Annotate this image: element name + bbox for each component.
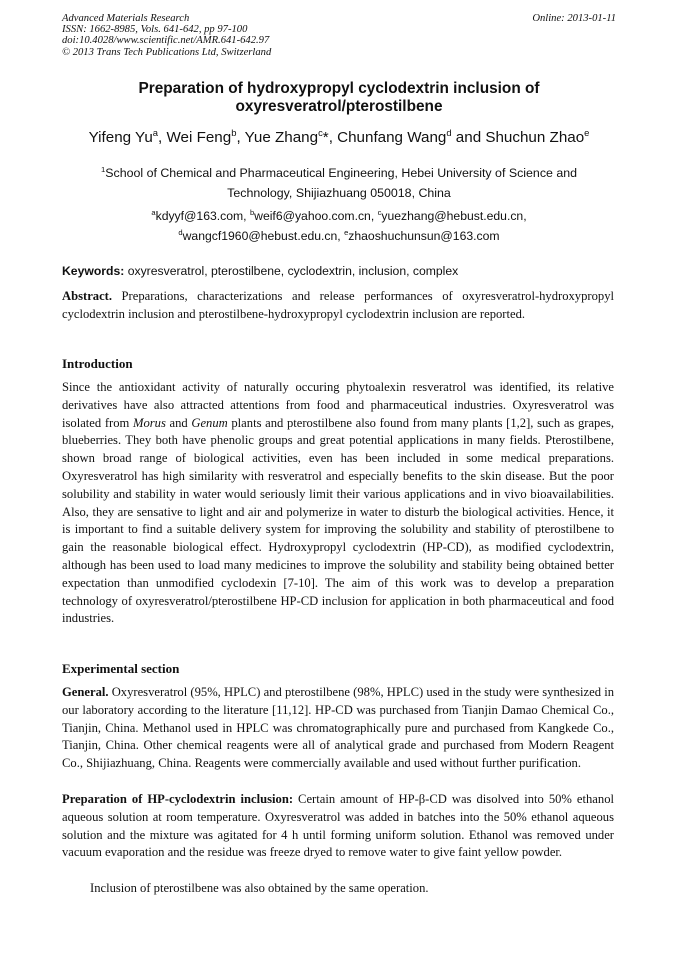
author-emails: $^a$kdyyf@163.com, $^b$weif6@yahoo.com.cn, $^c$yuezhang@hebust.edu.cn, $^d$wangcf1960@hebust.edu.cn, $^e$zhaoshuchunsun@163.com — [151, 207, 527, 243]
author-list — [62, 128, 616, 148]
email-link[interactable]: yuezhang@hebust.edu.cn, — [381, 209, 527, 223]
affiliation-line-1: School of Chemical and Pharmaceutical Engineering, Hebei University of Science and — [105, 166, 578, 180]
keywords-text: oxyresveratrol, pterostilbene, cyclodextrin, inclusion, complex — [124, 264, 459, 278]
author-name: Chunfang Wang — [337, 129, 447, 146]
experimental-general — [62, 684, 614, 773]
doi-line: doi:10.4028/www.scientific.net/AMR.641-642.97 — [62, 35, 270, 47]
abstract — [62, 288, 614, 324]
affiliation-line-2: Technology, Shijiazhuang 050018, China — [227, 185, 451, 200]
email-link[interactable]: wangcf1960@hebust.edu.cn, — [182, 228, 345, 243]
affiliation — [88, 164, 590, 203]
author-name: Shuchun Zhao — [485, 129, 585, 146]
pterostilbene-note: Inclusion of pterostilbene was also obtained by the same operation. — [90, 881, 429, 895]
general-text: Oxyresveratrol (95%, HPLC) and pterostilbene (98%, HPLC) used in the study were synthesized in our laboratory according to the literature [11,12]. HP-CD was purchased from Tianjin Damao Chemical Co., Tianjin, China. Methanol used in HPLC was chromatographically pure and purchased from Kangkede Co., Tianjin, China. Other chemical reagents were all of analytical grade and purchased from Modern Reagent Co., Shijiazhuang, China. Reagents were commercially available and used without further purification. — [62, 685, 614, 771]
online-date: Online: 2013-01-11 — [532, 13, 616, 24]
author-name: Yue Zhang — [244, 129, 319, 146]
intro-text: Since the antioxidant activity of naturally occuring phytoalexin resveratrol was identified, its relative derivatives have also attracted attentions from food and pharmaceutical industries. Oxyresveratrol was isolated from — [62, 380, 614, 430]
keywords — [62, 262, 622, 280]
email-link[interactable]: kdyyf@163.com, — [155, 209, 250, 223]
author-name: Yifeng Yu — [88, 129, 153, 146]
author-sup: d — [446, 126, 452, 138]
keywords-label: Keywords: — [62, 264, 125, 278]
abstract-label: Abstract. — [62, 289, 113, 303]
author-sup: a — [152, 126, 159, 138]
author-sup: b — [231, 126, 237, 138]
intro-text: plants and pterostilbene also found from many plants [1,2], such as grapes, blueberries. They both have phenolic groups and great potential applications in many fields. Pterostilbene, shown broad range of biological activities, even has been included in some medical preparations. Oxyresveratrol has high similarity with resveratrol and especially benefits to the skin disease. But the poor solubility and stability in water would seriously limit their various applications and in vivo bioavailabilities. Also, they are sensative to light and air and polymerize in water to disturb the biological activities. Hence, it is important to find a suitable delivery system for improving the solubility and stability of pterostilbene to gain the reasonable biological effect. Hydroxypropyl cyclodextrin (HP-CD), as modified cyclodextrin, although has been used to load many medicines to improve the solubility and stability being obtained better expectation than unmodified cyclodexin [7-10]. The aim of this work was to develop a preparation technology of oxyresveratrol/pterostilbene HP-CD inclusion for application in both pharmaceutical and food industries. — [62, 415, 614, 626]
experimental-preparation — [62, 791, 614, 862]
title-line-2: oxyresveratrol/pterostilbene — [235, 98, 443, 115]
experimental-heading: Experimental section — [62, 661, 180, 676]
author-sep: , — [236, 129, 245, 146]
introduction-heading: Introduction — [62, 356, 133, 371]
author-sup: e — [584, 126, 590, 138]
journal-name: Advanced Materials Research — [62, 13, 190, 24]
affiliation-sup: 1 — [100, 164, 106, 174]
preparation-label: Preparation of HP-cyclodextrin inclusion: — [62, 792, 294, 806]
general-label: General. — [62, 685, 109, 699]
author-sep: , — [158, 129, 167, 146]
paper-title — [62, 80, 616, 116]
preparation-text: Certain amount of HP-β-CD was disolved into 50% ethanol aqueous solution at room temperature. Oxyresveratrol was added in batches into the 50% ethanol aqueous solution and the mixture was agitated for 4 h until forming uniform solution. Ethanol was removed under vacuum evaporation and the residue was freeze dryed to remove water to give faint yellow powder. — [62, 792, 614, 860]
term-genum: Genum — [191, 415, 228, 430]
email-link[interactable]: zhaoshuchunsun@163.com — [348, 228, 500, 243]
author-name: Wei Feng — [166, 129, 232, 146]
introduction-body — [62, 379, 614, 628]
term-morus: Morus — [132, 415, 166, 430]
email-link[interactable]: weif6@yahoo.com.cn, — [254, 209, 378, 223]
author-sep: and — [451, 129, 486, 146]
journal-header — [62, 13, 616, 58]
abstract-text: Preparations, characterizations and release performances of oxyresveratrol-hydroxypropyl cyclodextrin inclusion and pterostilbene-hydroxypropyl cyclodextrin inclusion are reported. — [62, 289, 614, 321]
issn-line: ISSN: 1662-8985, Vols. 641-642, pp 97-100 — [62, 24, 248, 36]
intro-text: and — [165, 415, 192, 430]
title-line-1: Preparation of hydroxypropyl cyclodextrin inclusion of — [138, 80, 540, 97]
copyright-line: © 2013 Trans Tech Publications Ltd, Switzerland — [62, 46, 272, 58]
author-sep: *, — [322, 129, 338, 146]
author-sup: c — [318, 126, 323, 138]
